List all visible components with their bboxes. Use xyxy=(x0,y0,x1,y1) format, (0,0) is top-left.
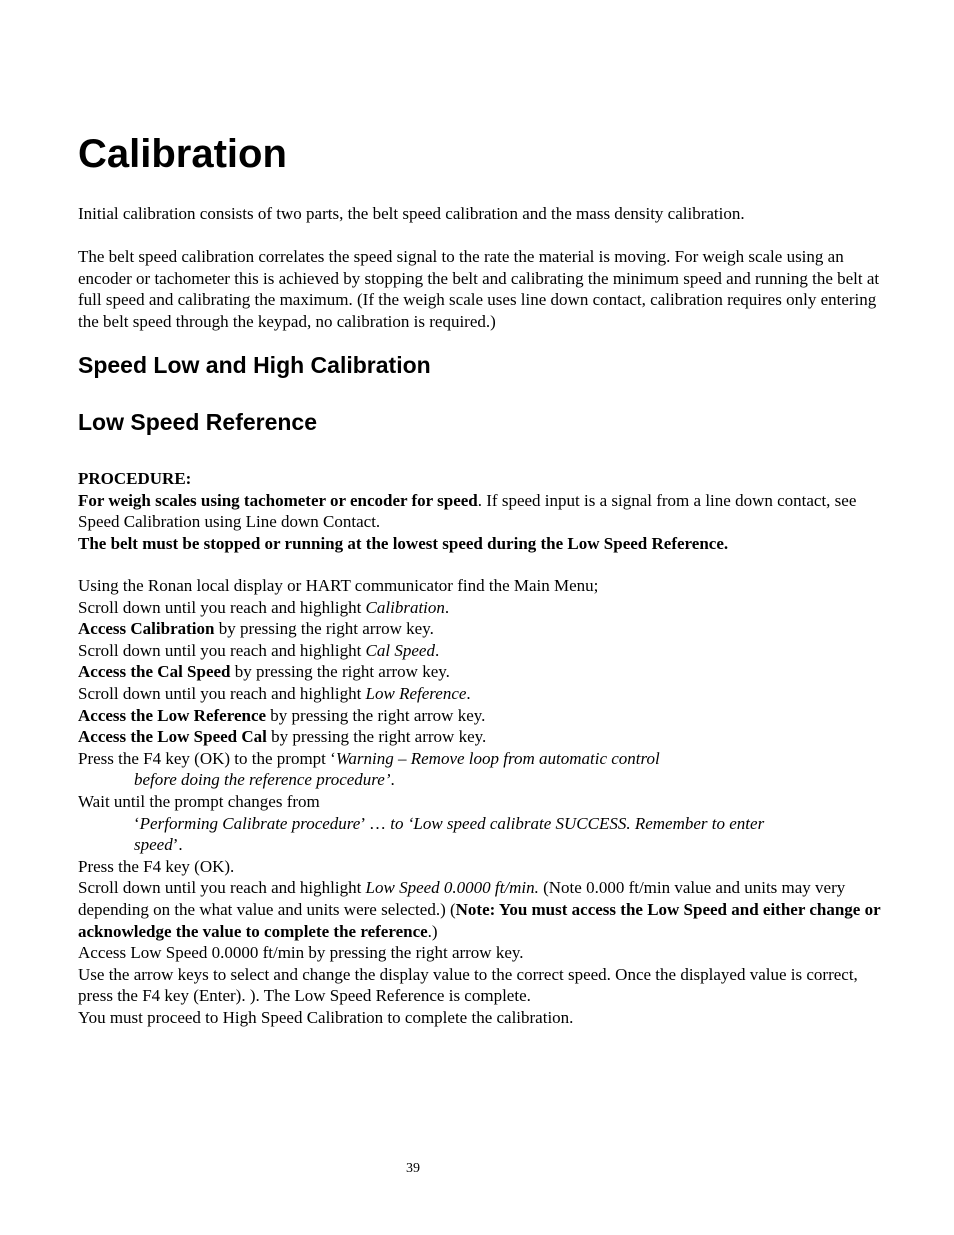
step-5: Access the Cal Speed by pressing the right arrow key. xyxy=(78,662,450,682)
step-12: Press the F4 key (OK). xyxy=(78,856,235,876)
procedure-steps xyxy=(78,575,888,1028)
step-9: Press the F4 key (OK) to the prompt ‘Warning – Remove loop from automatic control xyxy=(78,748,660,768)
step-11-continued: speed’. xyxy=(134,835,183,855)
procedure-scope: For weigh scales using tachometer or encoder for speed. If speed input is a signal from a line down contact, see Speed Calibration using Line down Contact. xyxy=(78,490,857,532)
subsection-heading: Low Speed Reference xyxy=(78,409,318,435)
step-15: Use the arrow keys to select and change the display value to the correct speed. Once the displayed value is correct, press the F4 key (Enter). ). The Low Speed Reference is complete. xyxy=(78,964,858,1006)
step-14: Access Low Speed 0.0000 ft/min by pressing the right arrow key. xyxy=(78,943,524,963)
step-4: Scroll down until you reach and highlight Cal Speed. xyxy=(78,640,440,660)
procedure-block xyxy=(78,468,888,554)
step-2: Scroll down until you reach and highlight Calibration. xyxy=(78,597,450,617)
procedure-warning: The belt must be stopped or running at the lowest speed during the Low Speed Reference. xyxy=(78,533,729,553)
section-heading: Speed Low and High Calibration xyxy=(78,352,431,378)
procedure-label: PROCEDURE: xyxy=(78,469,192,488)
page-number: 39 xyxy=(406,1161,420,1176)
step-8: Access the Low Speed Cal by pressing the right arrow key. xyxy=(78,727,487,747)
step-6: Scroll down until you reach and highlight Low Reference. xyxy=(78,683,471,703)
step-7: Access the Low Reference by pressing the right arrow key. xyxy=(78,705,486,725)
page-title: Calibration xyxy=(78,132,287,176)
step-9-continued: before doing the reference procedure’. xyxy=(134,770,395,790)
step-3: Access Calibration by pressing the right arrow key. xyxy=(78,619,434,639)
intro-paragraph: Initial calibration consists of two parts, the belt speed calibration and the mass density calibration. xyxy=(78,204,745,223)
step-11: ‘Performing Calibrate procedure’ … to ‘Low speed calibrate SUCCESS. Remember to enter xyxy=(134,813,765,833)
step-13: Scroll down until you reach and highlight Low Speed 0.0000 ft/min. (Note 0.000 ft/min value and units may very depending on the what value and units were selected.) (Note: You must access the Low Speed and either change or acknowledge the value to complete the reference.) xyxy=(78,878,881,941)
step-10: Wait until the prompt changes from xyxy=(78,791,320,811)
step-16: You must proceed to High Speed Calibration to complete the calibration. xyxy=(78,1007,574,1027)
step-1: Using the Ronan local display or HART communicator find the Main Menu; xyxy=(78,576,599,595)
belt-speed-paragraph: The belt speed calibration correlates the speed signal to the rate the material is moving. For weigh scale using an encoder or tachometer this is achieved by stopping the belt and calibrating the minimum speed and running the belt at full speed and calibrating the maximum. (If the weigh scale uses line down contact, calibration requires only entering the belt speed through the keypad, no calibration is required.) xyxy=(78,247,880,331)
